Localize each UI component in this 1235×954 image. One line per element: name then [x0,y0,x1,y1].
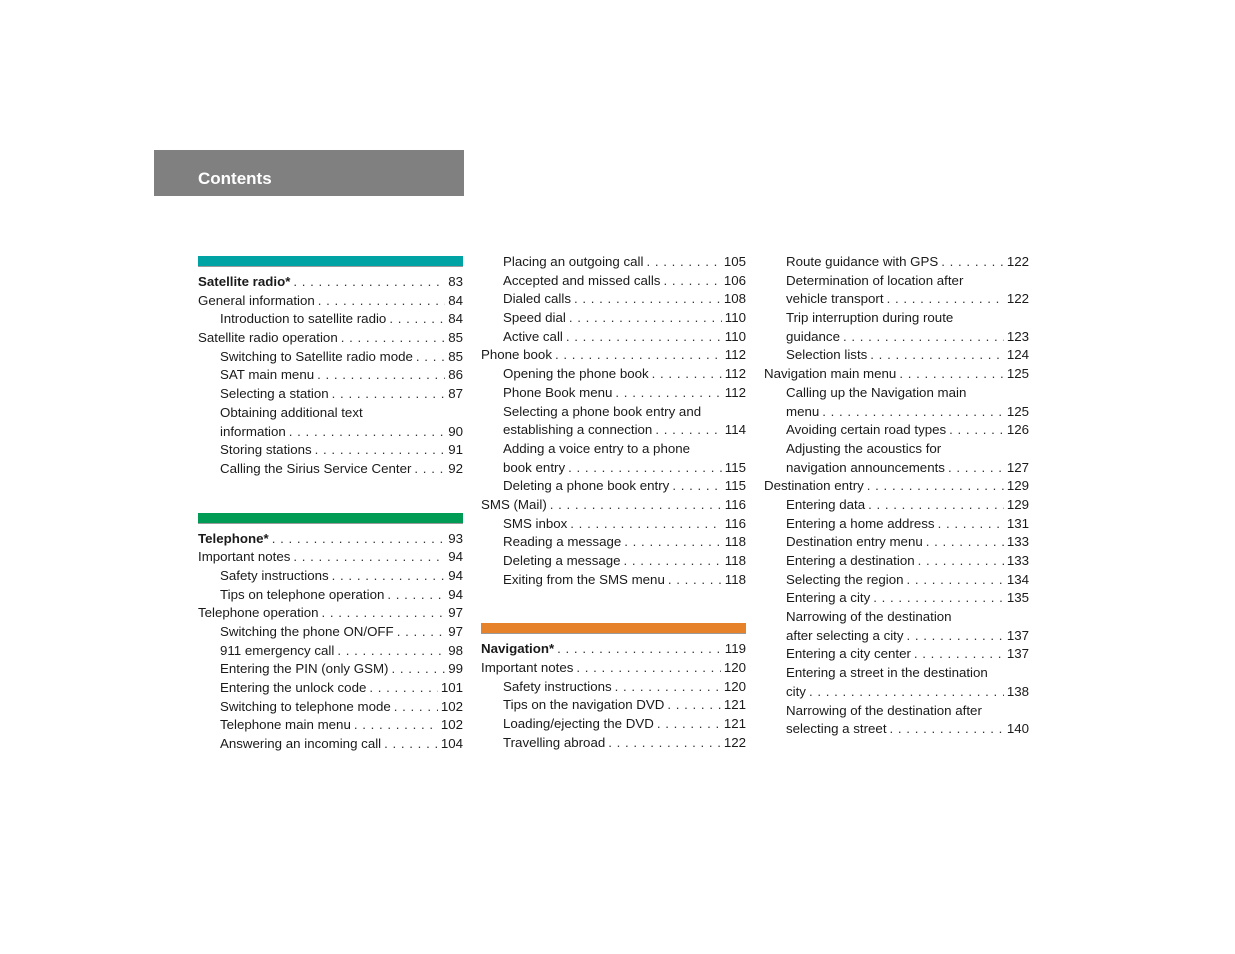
dot-leader [332,385,446,404]
dot-leader [907,571,1004,590]
toc-entry-label: Calling up the Navigation main [786,384,967,400]
section-color-bar [198,513,463,524]
toc-entry-label: Introduction to satellite radio [220,311,387,327]
dot-leader [557,640,722,659]
toc-entry-label: SMS (Mail) [481,496,547,512]
toc-entry-label: Destination entry [764,478,864,494]
toc-entry-label: after selecting a city [786,627,904,643]
dot-leader [624,552,722,571]
dot-leader [315,441,446,460]
toc-entry-label: navigation announcements [786,459,945,475]
toc-page-number: 98 [448,642,463,658]
toc-entry-label: Safety instructions [503,678,612,694]
toc-entry-label: Telephone main menu [220,717,351,733]
toc-entry[interactable] [481,496,746,515]
toc-entry-label: Obtaining additional text [220,404,363,420]
dot-leader [948,459,1004,478]
toc-entry-label: Selecting the region [786,571,904,587]
toc-entry-label: establishing a connection [503,422,653,438]
toc-entry-label: Calling the Sirius Service Center [220,460,412,476]
dot-leader [289,423,445,442]
dot-leader [293,548,445,567]
toc-entry-label: Opening the phone book [503,366,649,382]
toc-page-number: 112 [724,384,746,400]
dot-leader [576,659,720,678]
dot-leader [317,366,445,385]
dot-leader [668,571,722,590]
dot-leader [293,273,445,292]
toc-subentry[interactable] [764,328,1029,347]
toc-subentry[interactable] [481,365,746,384]
toc-page-number: 84 [448,311,463,327]
toc-entry-label: Tips on the navigation DVD [503,697,665,713]
toc-page-number: 86 [448,367,463,383]
toc-page-number: 137 [1006,646,1029,662]
toc-page-number: 119 [724,641,746,657]
toc-entry-label: Adjusting the acoustics for [786,440,942,456]
toc-page-number: 97 [448,605,463,621]
toc-subentry[interactable] [198,441,463,460]
dot-leader [822,403,1004,422]
dot-leader [663,272,720,291]
dot-leader [550,496,722,515]
toc-page-number: 93 [448,530,463,546]
toc-entry-label: Avoiding certain road types [786,422,947,438]
contents-header [154,150,464,196]
toc-page-number: 84 [448,292,463,308]
toc-entry-label: Answering an incoming call [220,736,382,752]
toc-subentry[interactable] [764,571,1029,590]
dot-leader [322,604,446,623]
toc-subentry[interactable] [198,348,463,367]
toc-subentry[interactable] [481,384,746,403]
toc-page-number: 134 [1006,571,1029,587]
toc-entry-label: Route guidance with GPS [786,254,939,269]
toc-entry[interactable] [198,329,463,348]
toc-subentry[interactable] [764,608,1029,627]
dot-leader [843,328,1004,347]
toc-subentry[interactable] [481,459,746,478]
toc-page-number: 118 [724,553,746,568]
toc-page-number: 120 [723,678,746,694]
toc-subentry[interactable] [764,683,1029,702]
toc-page-number: 126 [1006,422,1029,438]
dot-leader [615,678,721,697]
toc-page-number: 123 [1006,328,1029,344]
toc-subentry[interactable] [764,496,1029,515]
toc-page-number: 122 [1006,291,1029,307]
toc-page-number: 90 [448,423,463,439]
toc-subentry[interactable] [481,477,746,496]
toc-page-number: 112 [724,366,746,382]
toc-entry-label: Tips on telephone operation [220,586,385,602]
toc-page-number: 94 [448,549,463,565]
toc-entry-label: Destination entry menu [786,534,923,550]
toc-page-number: 94 [448,567,463,583]
toc-entry-label: Exiting from the SMS menu [503,571,665,587]
toc-page-number: 120 [723,660,746,676]
toc-page-number: 87 [448,386,463,402]
toc-subentry[interactable] [764,290,1029,309]
dot-leader [416,348,445,367]
toc-subentry[interactable] [764,459,1029,478]
toc-subentry[interactable] [198,660,463,679]
toc-page-number: 127 [1006,459,1029,475]
toc-subentry[interactable] [198,423,463,442]
toc-entry-label: Reading a message [503,534,622,550]
toc-subentry[interactable] [764,421,1029,440]
dot-leader [907,627,1004,646]
toc-page-number: 137 [1006,627,1029,643]
dot-leader [868,496,1004,515]
toc-entry-label: Phone Book menu [503,384,613,400]
toc-subentry[interactable] [198,698,463,717]
toc-page-number: 92 [448,460,463,476]
toc-subentry[interactable] [481,552,746,571]
toc-page-number: 131 [1006,515,1029,531]
toc-page-number: 102 [440,698,463,714]
toc-entry-label: Loading/ejecting the DVD [503,716,654,732]
toc-section-heading[interactable] [481,640,746,659]
toc-subentry[interactable] [481,696,746,715]
dot-leader [332,567,446,586]
dot-leader [873,589,1004,608]
toc-entry-label: Entering a street in the destination [786,665,988,681]
toc-subentry[interactable] [481,309,746,328]
dot-leader [646,253,720,272]
toc-entry[interactable] [198,292,463,311]
dot-leader [568,459,722,478]
toc-entry-label: information [220,423,286,439]
toc-page-number: 104 [440,736,463,752]
toc-entry-label: Selecting a station [220,386,329,402]
toc-entry-label: Determination of location after [786,272,964,288]
toc-entry-label: Important notes [198,549,291,565]
toc-entry-label: Storing stations [220,442,312,458]
toc-entry-label: Speed dial [503,310,566,326]
toc-entry-label: Switching the phone ON/OFF [220,624,394,639]
toc-entry-label: Narrowing of the destination after [786,702,982,718]
toc-page-number: 102 [440,717,463,733]
section-color-bar [198,256,463,267]
toc-page-number: 106 [723,272,746,288]
toc-entry-label: Selection lists [786,347,868,363]
dot-leader [397,623,446,642]
toc-entry-label: Trip interruption during route [786,310,954,326]
dot-leader [941,253,1004,272]
toc-subentry[interactable] [764,552,1029,571]
toc-entry-label: Satellite radio* [198,274,291,289]
toc-page-number: 108 [723,291,746,307]
dot-leader [918,552,1004,571]
toc-entry-label: Satellite radio operation [198,330,338,346]
toc-subentry[interactable] [481,421,746,440]
toc-page-number: 105 [723,254,746,269]
toc-page-number: 94 [448,586,463,602]
dot-leader [392,660,446,679]
dot-leader [870,346,1004,365]
dot-leader [899,365,1004,384]
toc-subentry[interactable] [198,586,463,605]
section-spacer [481,589,746,623]
toc-entry-label: Entering the unlock code [220,680,367,696]
toc-page-number: 125 [1006,366,1029,382]
toc-entry-label: SAT main menu [220,367,315,383]
toc-entry-label: SMS inbox [503,515,568,531]
toc-entry-label: Entering a city [786,590,871,606]
toc-page-number: 133 [1006,553,1029,568]
toc-entry[interactable] [198,548,463,567]
toc-entry-label: book entry [503,459,566,475]
toc-subentry[interactable] [198,366,463,385]
toc-column-3 [764,253,1029,739]
toc-page-number: 116 [724,515,746,531]
toc-page-number: 112 [724,347,746,363]
dot-leader [667,696,720,715]
toc-entry-label: Entering a destination [786,553,915,568]
dot-leader [555,346,722,365]
toc-entry-label: vehicle transport [786,291,884,307]
dot-leader [389,310,445,329]
toc-entry[interactable] [764,477,1029,496]
toc-page-number: 85 [448,330,463,346]
toc-page-number: 115 [724,478,746,494]
toc-page-number: 129 [1006,496,1029,512]
toc-entry-label: Safety instructions [220,567,329,583]
toc-subentry[interactable] [198,460,463,479]
toc-entry-label: city [786,683,806,699]
section-spacer [198,479,463,513]
dot-leader [570,515,722,534]
toc-subentry[interactable] [481,403,746,422]
toc-page-number: 101 [440,680,463,696]
toc-subentry[interactable] [481,440,746,459]
dot-leader [318,292,445,311]
toc-subentry[interactable] [198,567,463,586]
toc-entry-label: Telephone* [198,530,269,546]
toc-entry-label: selecting a street [786,721,887,737]
toc-page-number: 122 [1006,254,1029,269]
section-color-bar [481,623,746,634]
dot-leader [272,530,446,549]
toc-subentry[interactable] [764,309,1029,328]
toc-subentry[interactable] [481,571,746,590]
toc-subentry[interactable] [764,384,1029,403]
toc-subentry[interactable] [764,253,1029,272]
dot-leader [369,679,437,698]
toc-subentry[interactable] [481,253,746,272]
toc-subentry[interactable] [764,720,1029,739]
toc-page-number: 121 [723,716,746,732]
toc-entry[interactable] [481,346,746,365]
toc-subentry[interactable] [481,272,746,291]
toc-page-number: 129 [1006,478,1029,494]
toc-entry-label: General information [198,292,315,308]
toc-entry-label: Active call [503,328,563,344]
toc-column-2 [481,253,746,753]
toc-column-1 [198,256,463,754]
toc-subentry[interactable] [764,533,1029,552]
toc-entry-label: Deleting a message [503,553,621,568]
toc-subentry[interactable] [198,735,463,754]
toc-entry-label: menu [786,403,820,419]
dot-leader [949,421,1004,440]
dot-leader [354,716,438,735]
toc-subentry[interactable] [764,702,1029,721]
toc-entry-label: Entering a city center [786,646,911,662]
dot-leader [394,698,438,717]
toc-entry-label: Entering the PIN (only GSM) [220,661,389,677]
dot-leader [887,290,1004,309]
toc-page-number: 133 [1006,534,1029,550]
toc-page-number: 114 [724,422,746,438]
toc-subentry[interactable] [764,440,1029,459]
dot-leader [914,645,1004,664]
dot-leader [652,365,722,384]
toc-subentry[interactable] [764,403,1029,422]
toc-page-number: 116 [724,496,746,512]
dot-leader [809,683,1004,702]
toc-page-number: 91 [448,442,463,458]
toc-entry-label: Important notes [481,660,574,676]
toc-entry-label: Accepted and missed calls [503,272,661,288]
toc-entry-label: Entering data [786,496,866,512]
dot-leader [926,533,1004,552]
dot-leader [657,715,721,734]
dot-leader [615,384,721,403]
toc-subentry[interactable] [481,533,746,552]
toc-subentry[interactable] [198,679,463,698]
toc-entry[interactable] [198,604,463,623]
toc-entry-label: Adding a voice entry to a phone [503,440,691,456]
toc-entry-label: Narrowing of the destination [786,609,952,625]
dot-leader [337,642,445,661]
toc-entry-label: Switching to telephone mode [220,698,391,714]
toc-subentry[interactable] [764,645,1029,664]
toc-subentry[interactable] [198,623,463,642]
toc-subentry[interactable] [481,515,746,534]
toc-entry-label: 911 emergency call [220,642,335,658]
toc-subentry[interactable] [764,627,1029,646]
toc-page-number: 97 [448,624,463,639]
toc-subentry[interactable] [198,716,463,735]
toc-page-number: 110 [724,310,746,326]
toc-entry-label: Navigation main menu [764,366,897,382]
dot-leader [384,735,438,754]
toc-page-number: 124 [1006,347,1029,363]
toc-page-number: 85 [448,348,463,364]
toc-section-heading[interactable] [198,530,463,549]
dot-leader [574,290,721,309]
toc-entry[interactable] [481,659,746,678]
toc-subentry[interactable] [481,678,746,697]
dot-leader [938,515,1004,534]
toc-page-number: 83 [448,274,463,289]
toc-subentry[interactable] [481,734,746,753]
dot-leader [867,477,1004,496]
toc-subentry[interactable] [198,385,463,404]
toc-page-number: 115 [724,459,746,475]
dot-leader [655,421,721,440]
toc-subentry[interactable] [764,589,1029,608]
toc-page-number: 110 [724,328,746,344]
page-title: Contents [198,169,272,188]
toc-entry-label: Selecting a phone book entry and [503,403,702,419]
dot-leader [341,329,445,348]
dot-leader [890,720,1004,739]
toc-subentry[interactable] [764,272,1029,291]
dot-leader [387,586,445,605]
toc-entry-label: Phone book [481,347,552,363]
toc-subentry[interactable] [764,346,1029,365]
toc-page-number: 140 [1006,721,1029,737]
toc-page-number: 118 [724,571,746,587]
dot-leader [608,734,721,753]
toc-subentry[interactable] [198,404,463,423]
toc-entry-label: guidance [786,328,840,344]
toc-page-number: 121 [723,697,746,713]
toc-page-number: 118 [724,534,746,550]
toc-entry-label: Entering a home address [786,515,935,531]
toc-entry-label: Dialed calls [503,291,571,307]
toc-page-number: 125 [1006,403,1029,419]
toc-subentry[interactable] [198,310,463,329]
toc-entry-label: Travelling abroad [503,734,606,750]
toc-page-number: 138 [1006,683,1029,699]
toc-section-heading[interactable] [198,273,463,292]
toc-page-number: 135 [1006,590,1029,606]
toc-subentry[interactable] [764,664,1029,683]
toc-entry-label: Telephone operation [198,605,319,621]
dot-leader [672,477,721,496]
toc-entry-label: Deleting a phone book entry [503,478,670,494]
toc-subentry[interactable] [481,328,746,347]
toc-page-number: 122 [723,734,746,750]
dot-leader [414,460,445,479]
toc-entry[interactable] [764,365,1029,384]
toc-subentry[interactable] [481,290,746,309]
dot-leader [566,328,722,347]
toc-entry-label: Navigation* [481,641,555,657]
dot-leader [624,533,722,552]
toc-entry-label: Placing an outgoing call [503,254,644,269]
toc-subentry[interactable] [198,642,463,661]
dot-leader [569,309,722,328]
toc-page-number: 99 [448,661,463,677]
toc-entry-label: Switching to Satellite radio mode [220,348,413,364]
toc-subentry[interactable] [764,515,1029,534]
toc-subentry[interactable] [481,715,746,734]
